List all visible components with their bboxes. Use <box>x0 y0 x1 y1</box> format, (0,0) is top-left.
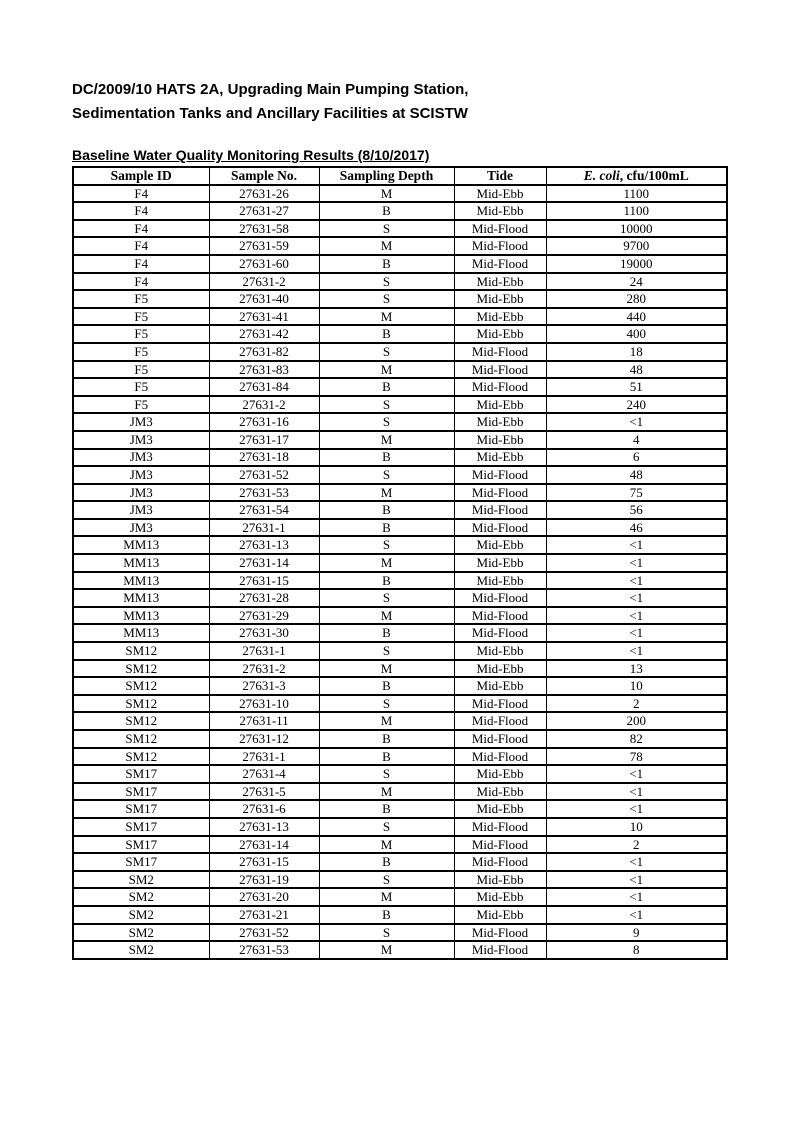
cell-sampling-depth: B <box>319 202 454 220</box>
cell-tide: Mid-Ebb <box>454 783 546 801</box>
cell-ecoli-count: 48 <box>546 361 727 379</box>
cell-sampling-depth: S <box>319 818 454 836</box>
cell-sample-no: 27631-82 <box>209 343 319 361</box>
cell-ecoli-count: 4 <box>546 431 727 449</box>
cell-tide: Mid-Flood <box>454 730 546 748</box>
cell-sampling-depth: B <box>319 800 454 818</box>
cell-tide: Mid-Ebb <box>454 325 546 343</box>
cell-sample-id: F5 <box>73 290 209 308</box>
table-row <box>73 396 727 414</box>
table-row <box>73 466 727 484</box>
cell-sample-id: SM2 <box>73 888 209 906</box>
cell-sampling-depth: B <box>319 501 454 519</box>
cell-tide: Mid-Ebb <box>454 554 546 572</box>
table-row <box>73 783 727 801</box>
table-row <box>73 273 727 291</box>
cell-sample-id: MM13 <box>73 554 209 572</box>
cell-tide: Mid-Ebb <box>454 273 546 291</box>
cell-ecoli-count: 46 <box>546 519 727 537</box>
table-row <box>73 730 727 748</box>
cell-tide: Mid-Ebb <box>454 308 546 326</box>
cell-tide: Mid-Flood <box>454 378 546 396</box>
cell-sampling-depth: M <box>319 888 454 906</box>
col-header-ecoli <box>546 167 727 185</box>
cell-tide: Mid-Flood <box>454 836 546 854</box>
cell-tide: Mid-Flood <box>454 343 546 361</box>
cell-sample-no: 27631-53 <box>209 941 319 959</box>
cell-ecoli-count: <1 <box>546 624 727 642</box>
cell-sample-no: 27631-11 <box>209 712 319 730</box>
cell-sampling-depth: B <box>319 677 454 695</box>
cell-tide: Mid-Ebb <box>454 677 546 695</box>
document-title-line2: Sedimentation Tanks and Ancillary Facilities at SCISTW <box>72 105 468 122</box>
cell-tide: Mid-Flood <box>454 624 546 642</box>
cell-ecoli-count: 400 <box>546 325 727 343</box>
cell-ecoli-count: <1 <box>546 800 727 818</box>
cell-tide: Mid-Flood <box>454 220 546 238</box>
cell-sampling-depth: B <box>319 572 454 590</box>
cell-sample-id: SM12 <box>73 730 209 748</box>
cell-sample-id: F4 <box>73 202 209 220</box>
cell-sampling-depth: M <box>319 484 454 502</box>
cell-sampling-depth: S <box>319 642 454 660</box>
cell-ecoli-count: 1100 <box>546 185 727 203</box>
table-row <box>73 413 727 431</box>
cell-sample-id: JM3 <box>73 519 209 537</box>
cell-sampling-depth: S <box>319 695 454 713</box>
cell-sampling-depth: B <box>319 325 454 343</box>
cell-tide: Mid-Ebb <box>454 765 546 783</box>
cell-sample-id: SM12 <box>73 642 209 660</box>
cell-sample-id: SM2 <box>73 906 209 924</box>
cell-ecoli-count: <1 <box>546 765 727 783</box>
table-row <box>73 484 727 502</box>
table-body <box>73 185 727 959</box>
cell-sample-no: 27631-6 <box>209 800 319 818</box>
cell-tide: Mid-Flood <box>454 712 546 730</box>
table-row <box>73 642 727 660</box>
cell-sample-id: MM13 <box>73 536 209 554</box>
cell-sample-id: SM12 <box>73 712 209 730</box>
cell-sample-no: 27631-58 <box>209 220 319 238</box>
cell-sample-no: 27631-2 <box>209 660 319 678</box>
cell-sample-no: 27631-15 <box>209 572 319 590</box>
cell-sample-no: 27631-28 <box>209 589 319 607</box>
table-row <box>73 836 727 854</box>
table-row <box>73 449 727 467</box>
cell-sample-no: 27631-26 <box>209 185 319 203</box>
cell-ecoli-count: 56 <box>546 501 727 519</box>
cell-sample-id: SM17 <box>73 783 209 801</box>
cell-sample-no: 27631-1 <box>209 748 319 766</box>
cell-tide: Mid-Flood <box>454 853 546 871</box>
cell-sample-no: 27631-83 <box>209 361 319 379</box>
table-row <box>73 748 727 766</box>
table-row <box>73 536 727 554</box>
cell-tide: Mid-Ebb <box>454 800 546 818</box>
cell-sampling-depth: S <box>319 924 454 942</box>
cell-sampling-depth: B <box>319 255 454 273</box>
cell-sample-id: JM3 <box>73 501 209 519</box>
cell-sampling-depth: M <box>319 431 454 449</box>
table-row <box>73 185 727 203</box>
cell-ecoli-count: 240 <box>546 396 727 414</box>
cell-sampling-depth: M <box>319 361 454 379</box>
cell-tide: Mid-Ebb <box>454 660 546 678</box>
cell-tide: Mid-Flood <box>454 607 546 625</box>
cell-sampling-depth: S <box>319 220 454 238</box>
table-row <box>73 677 727 695</box>
cell-sample-no: 27631-29 <box>209 607 319 625</box>
cell-ecoli-count: 10000 <box>546 220 727 238</box>
cell-tide: Mid-Ebb <box>454 888 546 906</box>
cell-sample-no: 27631-13 <box>209 536 319 554</box>
cell-tide: Mid-Flood <box>454 818 546 836</box>
cell-sample-id: F4 <box>73 185 209 203</box>
cell-ecoli-count: <1 <box>546 413 727 431</box>
cell-sample-id: SM17 <box>73 765 209 783</box>
cell-sample-id: JM3 <box>73 431 209 449</box>
cell-sample-no: 27631-1 <box>209 519 319 537</box>
table-row <box>73 941 727 959</box>
table-row <box>73 519 727 537</box>
cell-tide: Mid-Ebb <box>454 871 546 889</box>
cell-tide: Mid-Ebb <box>454 536 546 554</box>
col-header-sample-no: Sample No. <box>209 167 319 185</box>
cell-tide: Mid-Ebb <box>454 185 546 203</box>
cell-sample-id: SM17 <box>73 836 209 854</box>
cell-sample-no: 27631-60 <box>209 255 319 273</box>
cell-ecoli-count: 78 <box>546 748 727 766</box>
cell-ecoli-count: <1 <box>546 536 727 554</box>
table-row <box>73 765 727 783</box>
col-header-tide: Tide <box>454 167 546 185</box>
cell-tide: Mid-Flood <box>454 924 546 942</box>
cell-sample-id: SM12 <box>73 677 209 695</box>
cell-sample-id: F5 <box>73 396 209 414</box>
table-row <box>73 290 727 308</box>
cell-sample-no: 27631-2 <box>209 396 319 414</box>
cell-sample-id: SM2 <box>73 941 209 959</box>
cell-sample-id: SM17 <box>73 800 209 818</box>
cell-ecoli-count: 6 <box>546 449 727 467</box>
cell-ecoli-count: 18 <box>546 343 727 361</box>
table-row <box>73 906 727 924</box>
cell-sample-id: F4 <box>73 237 209 255</box>
cell-sample-no: 27631-18 <box>209 449 319 467</box>
cell-sample-no: 27631-27 <box>209 202 319 220</box>
table-row <box>73 660 727 678</box>
cell-tide: Mid-Flood <box>454 589 546 607</box>
cell-ecoli-count: <1 <box>546 871 727 889</box>
table-row <box>73 255 727 273</box>
cell-tide: Mid-Flood <box>454 361 546 379</box>
col-header-sampling-depth: Sampling Depth <box>319 167 454 185</box>
cell-ecoli-count: <1 <box>546 607 727 625</box>
cell-ecoli-count: 1100 <box>546 202 727 220</box>
cell-sampling-depth: B <box>319 730 454 748</box>
cell-sample-no: 27631-40 <box>209 290 319 308</box>
cell-sampling-depth: S <box>319 290 454 308</box>
cell-tide: Mid-Ebb <box>454 642 546 660</box>
cell-sampling-depth: M <box>319 607 454 625</box>
cell-sample-no: 27631-52 <box>209 924 319 942</box>
cell-ecoli-count: 19000 <box>546 255 727 273</box>
cell-ecoli-count: 2 <box>546 695 727 713</box>
cell-ecoli-count: 440 <box>546 308 727 326</box>
cell-sample-no: 27631-41 <box>209 308 319 326</box>
cell-sampling-depth: S <box>319 589 454 607</box>
table-row <box>73 871 727 889</box>
cell-sample-no: 27631-1 <box>209 642 319 660</box>
cell-sampling-depth: S <box>319 273 454 291</box>
cell-tide: Mid-Ebb <box>454 906 546 924</box>
cell-sample-no: 27631-13 <box>209 818 319 836</box>
cell-tide: Mid-Flood <box>454 237 546 255</box>
cell-sampling-depth: S <box>319 466 454 484</box>
cell-sampling-depth: S <box>319 536 454 554</box>
cell-sample-id: MM13 <box>73 624 209 642</box>
col-header-ecoli-units: , cfu/100mL <box>619 167 689 183</box>
cell-ecoli-count: <1 <box>546 888 727 906</box>
table-row <box>73 888 727 906</box>
cell-tide: Mid-Ebb <box>454 572 546 590</box>
cell-sample-no: 27631-3 <box>209 677 319 695</box>
table-row <box>73 361 727 379</box>
cell-tide: Mid-Ebb <box>454 290 546 308</box>
cell-ecoli-count: <1 <box>546 572 727 590</box>
cell-ecoli-count: 82 <box>546 730 727 748</box>
table-row <box>73 220 727 238</box>
table-row <box>73 202 727 220</box>
cell-sampling-depth: S <box>319 396 454 414</box>
cell-sampling-depth: M <box>319 712 454 730</box>
cell-sample-id: SM12 <box>73 695 209 713</box>
cell-sampling-depth: M <box>319 185 454 203</box>
cell-sampling-depth: B <box>319 378 454 396</box>
cell-sample-id: JM3 <box>73 413 209 431</box>
cell-sample-no: 27631-4 <box>209 765 319 783</box>
cell-ecoli-count: <1 <box>546 783 727 801</box>
cell-ecoli-count: <1 <box>546 589 727 607</box>
cell-sample-id: F5 <box>73 378 209 396</box>
table-row <box>73 589 727 607</box>
cell-sampling-depth: S <box>319 343 454 361</box>
cell-tide: Mid-Flood <box>454 466 546 484</box>
cell-sampling-depth: M <box>319 836 454 854</box>
cell-ecoli-count: 13 <box>546 660 727 678</box>
cell-ecoli-count: 75 <box>546 484 727 502</box>
cell-ecoli-count: 200 <box>546 712 727 730</box>
cell-sample-no: 27631-19 <box>209 871 319 889</box>
table-row <box>73 501 727 519</box>
cell-sample-id: JM3 <box>73 466 209 484</box>
cell-sample-id: SM2 <box>73 871 209 889</box>
cell-sample-id: F4 <box>73 273 209 291</box>
cell-ecoli-count: 10 <box>546 818 727 836</box>
table-row <box>73 818 727 836</box>
cell-ecoli-count: 9700 <box>546 237 727 255</box>
cell-sample-id: JM3 <box>73 449 209 467</box>
cell-sample-id: JM3 <box>73 484 209 502</box>
cell-ecoli-count: <1 <box>546 642 727 660</box>
cell-sample-id: SM17 <box>73 853 209 871</box>
cell-ecoli-count: 280 <box>546 290 727 308</box>
cell-tide: Mid-Flood <box>454 255 546 273</box>
cell-ecoli-count: 51 <box>546 378 727 396</box>
table-row <box>73 378 727 396</box>
cell-sample-no: 27631-53 <box>209 484 319 502</box>
cell-tide: Mid-Flood <box>454 484 546 502</box>
cell-sampling-depth: B <box>319 624 454 642</box>
cell-sampling-depth: S <box>319 871 454 889</box>
document-title <box>72 78 726 126</box>
cell-sample-no: 27631-21 <box>209 906 319 924</box>
cell-sampling-depth: M <box>319 783 454 801</box>
cell-tide: Mid-Flood <box>454 519 546 537</box>
cell-tide: Mid-Flood <box>454 695 546 713</box>
cell-sample-no: 27631-42 <box>209 325 319 343</box>
cell-sampling-depth: B <box>319 906 454 924</box>
cell-sample-no: 27631-14 <box>209 554 319 572</box>
col-header-ecoli-name: E. coli <box>583 167 620 183</box>
cell-sample-id: MM13 <box>73 589 209 607</box>
cell-tide: Mid-Ebb <box>454 413 546 431</box>
cell-sample-no: 27631-52 <box>209 466 319 484</box>
cell-sample-no: 27631-15 <box>209 853 319 871</box>
table-row <box>73 607 727 625</box>
cell-tide: Mid-Ebb <box>454 202 546 220</box>
cell-sample-id: F5 <box>73 308 209 326</box>
table-row <box>73 554 727 572</box>
cell-ecoli-count: 24 <box>546 273 727 291</box>
cell-sampling-depth: M <box>319 660 454 678</box>
cell-ecoli-count: <1 <box>546 853 727 871</box>
cell-sampling-depth: B <box>319 853 454 871</box>
cell-ecoli-count: 10 <box>546 677 727 695</box>
cell-sample-id: SM17 <box>73 818 209 836</box>
cell-tide: Mid-Ebb <box>454 396 546 414</box>
cell-sample-no: 27631-12 <box>209 730 319 748</box>
cell-sample-no: 27631-20 <box>209 888 319 906</box>
cell-sample-no: 27631-5 <box>209 783 319 801</box>
cell-sampling-depth: S <box>319 765 454 783</box>
table-row <box>73 325 727 343</box>
cell-ecoli-count: 9 <box>546 924 727 942</box>
cell-ecoli-count: <1 <box>546 906 727 924</box>
table-caption: Baseline Water Quality Monitoring Results (8/10/2017) <box>72 147 430 163</box>
table-row <box>73 308 727 326</box>
table-row <box>73 800 727 818</box>
table-row <box>73 431 727 449</box>
cell-sample-no: 27631-17 <box>209 431 319 449</box>
cell-sample-id: F5 <box>73 343 209 361</box>
cell-sampling-depth: B <box>319 748 454 766</box>
table-row <box>73 924 727 942</box>
cell-ecoli-count: 2 <box>546 836 727 854</box>
cell-sample-no: 27631-16 <box>209 413 319 431</box>
cell-tide: Mid-Ebb <box>454 431 546 449</box>
cell-sample-no: 27631-30 <box>209 624 319 642</box>
cell-sample-id: SM12 <box>73 748 209 766</box>
cell-sampling-depth: M <box>319 554 454 572</box>
cell-sampling-depth: M <box>319 941 454 959</box>
table-row <box>73 853 727 871</box>
table-row <box>73 343 727 361</box>
cell-sampling-depth: M <box>319 237 454 255</box>
cell-sample-id: F5 <box>73 361 209 379</box>
col-header-sample-id: Sample ID <box>73 167 209 185</box>
cell-sample-no: 27631-59 <box>209 237 319 255</box>
cell-tide: Mid-Flood <box>454 501 546 519</box>
table-row <box>73 624 727 642</box>
table-row <box>73 695 727 713</box>
table-header-row <box>73 167 727 185</box>
cell-sample-id: F5 <box>73 325 209 343</box>
cell-ecoli-count: 48 <box>546 466 727 484</box>
cell-tide: Mid-Ebb <box>454 449 546 467</box>
table-row <box>73 237 727 255</box>
cell-sample-no: 27631-2 <box>209 273 319 291</box>
cell-sampling-depth: S <box>319 413 454 431</box>
cell-sample-no: 27631-10 <box>209 695 319 713</box>
cell-sample-id: MM13 <box>73 572 209 590</box>
cell-sample-id: SM12 <box>73 660 209 678</box>
cell-ecoli-count: 8 <box>546 941 727 959</box>
table-row <box>73 572 727 590</box>
cell-sample-id: F4 <box>73 255 209 273</box>
cell-sample-no: 27631-14 <box>209 836 319 854</box>
cell-ecoli-count: <1 <box>546 554 727 572</box>
cell-sample-no: 27631-84 <box>209 378 319 396</box>
cell-sampling-depth: B <box>319 519 454 537</box>
cell-sampling-depth: M <box>319 308 454 326</box>
document-title-line1: DC/2009/10 HATS 2A, Upgrading Main Pumping Station, <box>72 81 469 98</box>
cell-tide: Mid-Flood <box>454 748 546 766</box>
cell-sample-id: F4 <box>73 220 209 238</box>
cell-sample-no: 27631-54 <box>209 501 319 519</box>
table-row <box>73 712 727 730</box>
cell-sampling-depth: B <box>319 449 454 467</box>
cell-sample-id: MM13 <box>73 607 209 625</box>
water-quality-results-table <box>72 166 728 960</box>
cell-sample-id: SM2 <box>73 924 209 942</box>
cell-tide: Mid-Flood <box>454 941 546 959</box>
